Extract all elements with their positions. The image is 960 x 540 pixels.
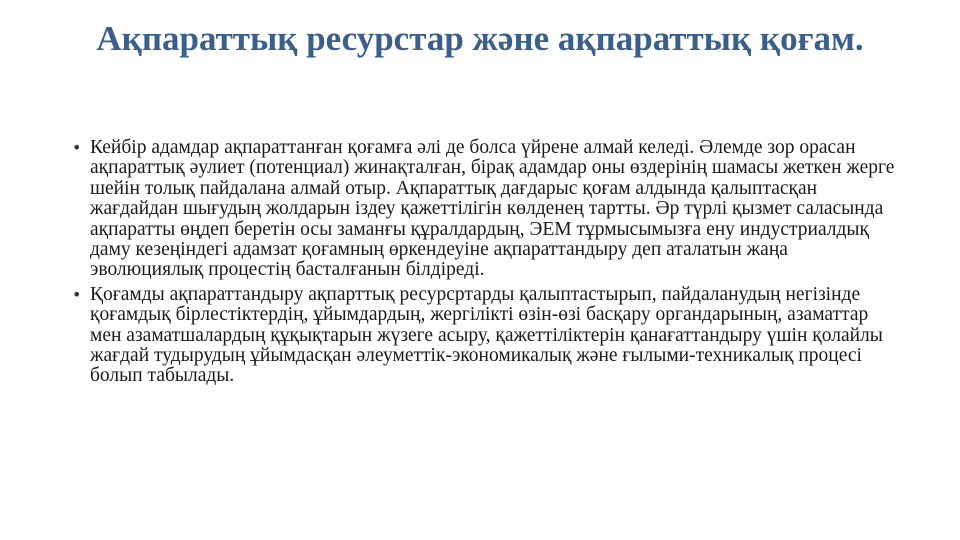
bullet-text: Кейбір адамдар ақпараттанған қоғамға әлі де болса үйрене алмай келеді. Әлемде зор орасан ақпараттық әулиет (потенциал) жинақталған, бірақ адамдар оны өздерінің шамасы жеткен жерге шейін толық пайдалана алмай отыр. Ақпараттық дағдарыс қоғам алдында қалыптасқан жағдайдан шығудың жолдарын іздеу қажеттілігін көлденең тартты. Әр түрлі қызмет саласында ақпаратты өңдеп беретін осы заманғы құралдардың, ЭЕМ тұрмысымызға ену индустриалдық даму кезеңіндегі адамзат қоғамның өркендеуіне ақпараттандыру деп аталатын жаңа эволюциялық процестің басталғанын білдіреді. — [90, 137, 895, 281]
bullet-item — [72, 285, 902, 387]
bullet-icon: • — [72, 284, 82, 304]
bullet-icon: • — [72, 138, 82, 157]
slide-title: Ақпараттық ресурстар және ақпараттық қоғам. — [96, 19, 864, 58]
bullet-list — [72, 138, 902, 391]
bullet-item — [72, 138, 902, 281]
bullet-text: Қоғамды ақпараттандыру ақпарттық ресурсртарды қалыптастырып, пайдаланудың негізінде қоғамдық бірлестіктердің, ұйымдардың, жергілікті өзін-өзі басқару органдарының, азаматтар мен азаматшалардың құқықтарын жүзеге асыру, қажеттіліктерін қанағаттандыру үшін қолайлы жағдай тудырудың ұйымдасқан әлеуметтік-экономикалық және ғылыми-техникалық процесі болып табылады. — [90, 283, 883, 387]
